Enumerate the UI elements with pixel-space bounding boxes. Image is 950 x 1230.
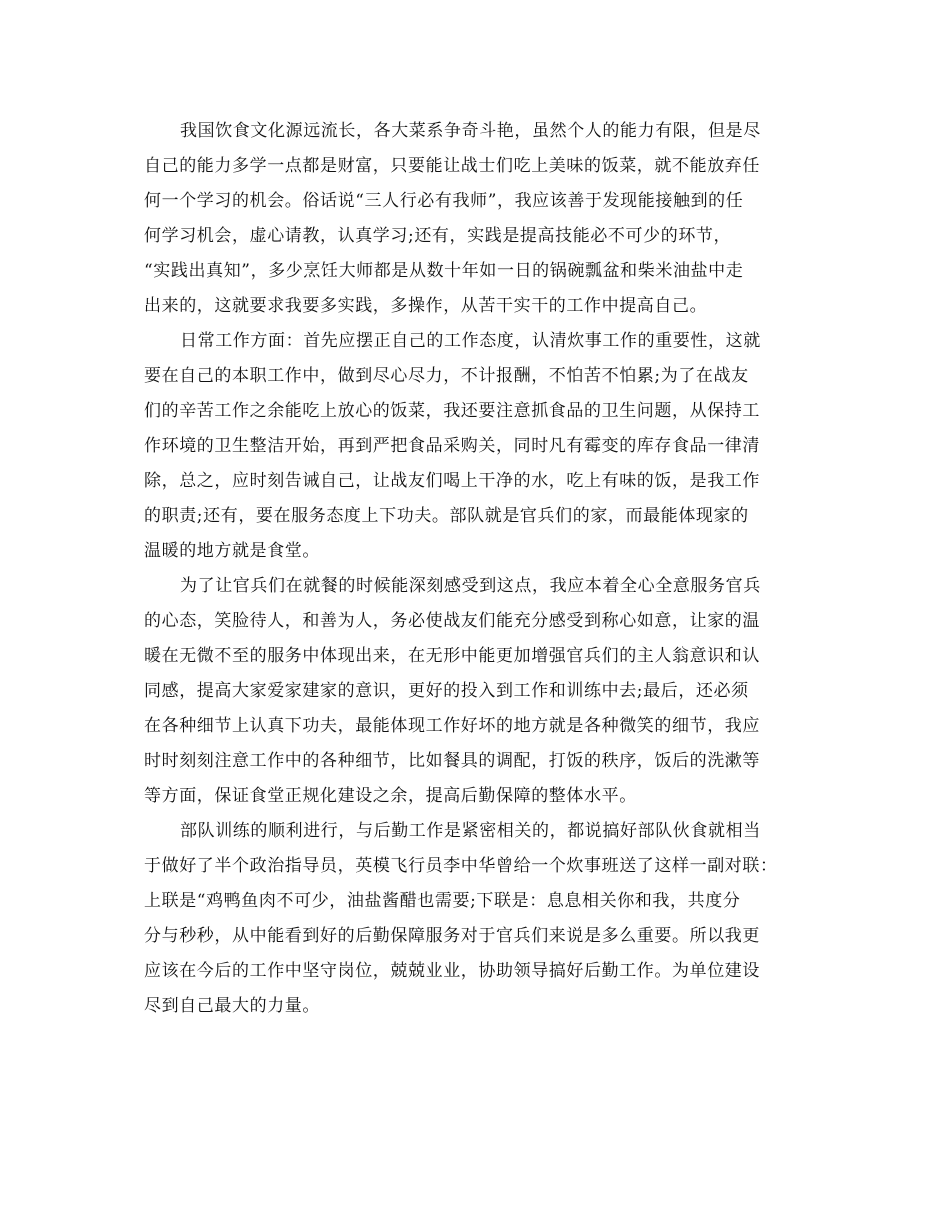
paragraph-3-line-4: 同感，提高大家爱家建家的意识，更好的投入到工作和训练中去;最后，还必须 xyxy=(144,681,749,701)
paragraph-1-line-3: 何一个学习的机会。俗话说“三人行必有我师”，我应该善于发现能接触到的任 xyxy=(144,191,744,211)
paragraph-4-line-5: 应该在今后的工作中坚守岗位，兢兢业业，协助领导搞好后勤工作。为单位建设 xyxy=(144,961,760,981)
paragraph-2-line-6: 的职责;还有，要在服务态度上下功夫。部队就是官兵们的家，而最能体现家的 xyxy=(144,506,749,526)
paragraph-2-line-7: 温暖的地方就是食堂。 xyxy=(144,541,320,561)
paragraph-2-line-3: 们的辛苦工作之余能吃上放心的饭菜，我还要注意抓食品的卫生问题，从保持工 xyxy=(144,401,760,421)
paragraph-2-line-1: 日常工作方面：首先应摆正自己的工作态度，认清炊事工作的重要性，这就 xyxy=(180,331,761,351)
paragraph-3-line-1: 为了让官兵们在就餐的时候能深刻感受到这点，我应本着全心全意服务官兵 xyxy=(180,576,761,596)
paragraph-4-line-1: 部队训练的顺利进行，与后勤工作是紧密相关的，都说搞好部队伙食就相当 xyxy=(180,821,761,841)
paragraph-4-line-3: 上联是“鸡鸭鱼肉不可少，油盐酱醋也需要;下联是：息息相关你和我，共度分 xyxy=(144,891,741,911)
paragraph-4-line-4: 分与秒秒，从中能看到好的后勤保障服务对于官兵们来说是多么重要。所以我更 xyxy=(144,926,760,946)
paragraph-1-line-1: 我国饮食文化源远流长，各大菜系争奇斗艳，虽然个人的能力有限，但是尽 xyxy=(180,121,761,141)
paragraph-3-line-2: 的心态，笑脸待人，和善为人，务必使战友们能充分感受到称心如意，让家的温 xyxy=(144,611,760,631)
paragraph-4-line-6: 尽到自己最大的力量。 xyxy=(144,996,320,1016)
paragraph-3-line-3: 暖在无微不至的服务中体现出来，在无形中能更加增强官兵们的主人翁意识和认 xyxy=(144,646,760,666)
paragraph-3-line-7: 等方面，保证食堂正规化建设之余，提高后勤保障的整体水平。 xyxy=(144,786,637,806)
paragraph-3-line-5: 在各种细节上认真下功夫，最能体现工作好坏的地方就是各种微笑的细节，我应 xyxy=(144,716,760,736)
paragraph-3-line-6: 时时刻刻注意工作中的各种细节，比如餐具的调配，打饭的秩序，饭后的洗漱等 xyxy=(144,751,760,771)
paragraph-4-line-2: 于做好了半个政治指导员，英模飞行员李中华曾给一个炊事班送了这样一副对联： xyxy=(144,856,778,876)
paragraph-2-line-5: 除，总之，应时刻告诫自己，让战友们喝上干净的水，吃上有味的饭，是我工作 xyxy=(144,471,760,491)
document-body xyxy=(144,114,814,1024)
paragraph-1-line-6: 出来的，这就要求我要多实践，多操作，从苦干实干的工作中提高自己。 xyxy=(144,296,708,316)
paragraph-2-line-4: 作环境的卫生整洁开始，再到严把食品采购关，同时凡有霉变的库存食品一律清 xyxy=(144,436,760,456)
paragraph-1-line-2: 自己的能力多学一点都是财富，只要能让战士们吃上美味的饭菜，就不能放弃任 xyxy=(144,156,760,176)
paragraph-1-line-4: 何学习机会，虚心请教，认真学习;还有，实践是提高技能必不可少的环节， xyxy=(144,226,732,246)
paragraph-2-line-2: 要在自己的本职工作中，做到尽心尽力，不计报酬，不怕苦不怕累;为了在战友 xyxy=(144,366,749,386)
paragraph-1-line-5: “实践出真知”，多少烹饪大师都是从数十年如一日的锅碗瓢盆和柴米油盐中走 xyxy=(144,261,744,281)
